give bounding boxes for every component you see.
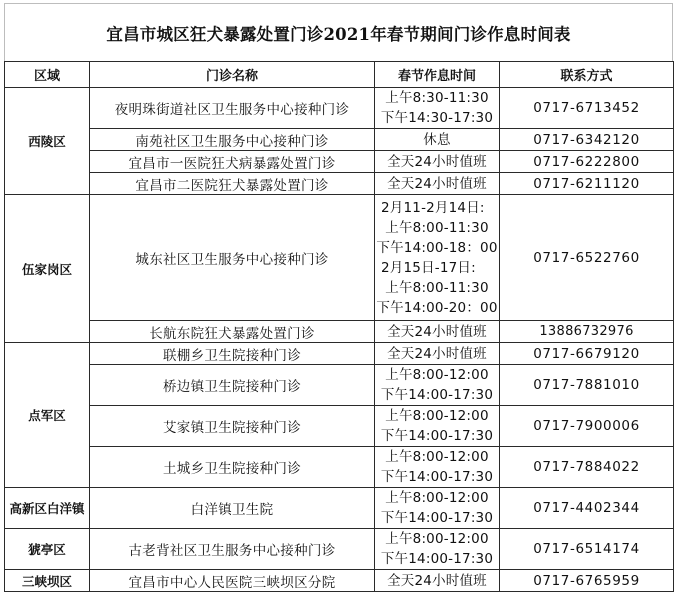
hours-line: 休息 [423, 131, 451, 148]
district-cell: 伍家岗区 [5, 195, 90, 343]
hours-line: 下午14:00-17:30 [380, 387, 494, 403]
hours-line: 上午8:00-12:00 [385, 490, 489, 506]
district-cell: 三峡坝区 [5, 570, 90, 592]
hours-line: 上午8:00-12:00 [385, 408, 489, 424]
clinic-cell: 古老背社区卫生服务中心接种门诊 [90, 529, 375, 570]
hours-line: 全天24小时值班 [387, 572, 487, 589]
hours-cell [375, 343, 500, 365]
table-row [5, 343, 674, 365]
hours-line: 下午14:00-17:30 [380, 551, 494, 567]
table-row [5, 129, 674, 151]
hours-cell [375, 88, 500, 129]
clinic-cell: 桥边镇卫生院接种门诊 [90, 365, 375, 406]
clinic-cell: 联棚乡卫生院接种门诊 [90, 343, 375, 365]
table-row [5, 365, 674, 406]
header-clinic: 门诊名称 [90, 62, 375, 88]
hours-line: 下午14:00-17:30 [380, 510, 494, 526]
clinic-cell: 宜昌市中心人民医院三峡坝区分院 [90, 570, 375, 592]
header-district: 区域 [5, 62, 90, 88]
phone-cell: 0717-6211120 [500, 173, 674, 195]
hours-cell [375, 570, 500, 592]
schedule-table [4, 61, 674, 592]
hours-cell [375, 406, 500, 447]
phone-cell: 0717-6713452 [500, 88, 674, 129]
table-row [5, 447, 674, 488]
hours-cell [375, 365, 500, 406]
phone-cell: 0717-6514174 [500, 529, 674, 570]
hours-line: 下午14:00-17:30 [380, 428, 494, 444]
phone-cell: 0717-6679120 [500, 343, 674, 365]
phone-cell: 0717-4402344 [500, 488, 674, 529]
phone-cell: 0717-7900006 [500, 406, 674, 447]
hours-line: 上午8:00-12:00 [385, 367, 489, 383]
district-cell: 点军区 [5, 343, 90, 488]
hours-cell [375, 321, 500, 343]
table-row [5, 529, 674, 570]
hours-line: 上午8:00-12:00 [385, 449, 489, 465]
hours-line: 全天24小时值班 [387, 345, 487, 362]
hours-line: 下午14:00-17:30 [380, 469, 494, 485]
clinic-cell: 艾家镇卫生院接种门诊 [90, 406, 375, 447]
clinic-cell: 白洋镇卫生院 [90, 488, 375, 529]
table-row [5, 570, 674, 592]
phone-cell: 0717-6765959 [500, 570, 674, 592]
hours-line: 全天24小时值班 [387, 323, 487, 340]
hours-cell [375, 529, 500, 570]
clinic-cell: 城东社区卫生服务中心接种门诊 [90, 195, 375, 321]
clinic-cell: 夜明珠街道社区卫生服务中心接种门诊 [90, 88, 375, 129]
table-row [5, 151, 674, 173]
table-row [5, 88, 674, 129]
hours-line: 上午8:00-11:30 [385, 279, 489, 296]
hours-line: 上午8:00-12:00 [385, 531, 489, 547]
hours-line: 下午14:00-18：00 [376, 239, 498, 256]
page-title: 宜昌市城区狂犬暴露处置门诊2021年春节期间门诊作息时间表 [106, 24, 571, 44]
table-row [5, 321, 674, 343]
hours-cell [375, 488, 500, 529]
phone-cell: 0717-6222800 [500, 151, 674, 173]
table-row [5, 173, 674, 195]
table-row [5, 488, 674, 529]
clinic-cell: 长航东院狂犬暴露处置门诊 [90, 321, 375, 343]
hours-line: 2月15日-17日: [381, 259, 476, 276]
hours-line: 2月11-2月14日: [381, 199, 485, 216]
hours-line: 下午14:30-17:30 [380, 110, 494, 126]
district-cell: 西陵区 [5, 88, 90, 195]
phone-cell: 0717-7884022 [500, 447, 674, 488]
hours-line: 上午8:00-11:30 [385, 219, 489, 236]
phone-cell: 0717-7881010 [500, 365, 674, 406]
hours-line: 全天24小时值班 [387, 175, 487, 192]
header-row [5, 62, 674, 88]
hours-cell [375, 129, 500, 151]
table-row [5, 406, 674, 447]
phone-cell: 0717-6522760 [500, 195, 674, 321]
hours-cell [375, 195, 500, 321]
hours-cell [375, 151, 500, 173]
clinic-cell: 土城乡卫生院接种门诊 [90, 447, 375, 488]
header-hours: 春节作息时间 [375, 62, 500, 88]
hours-cell [375, 173, 500, 195]
district-cell: 猇亭区 [5, 529, 90, 570]
hours-line: 下午14:00-20：00 [376, 299, 498, 316]
table-title-box [4, 3, 673, 61]
phone-cell: 13886732976 [500, 321, 674, 343]
clinic-cell: 宜昌市二医院狂犬暴露处置门诊 [90, 173, 375, 195]
phone-cell: 0717-6342120 [500, 129, 674, 151]
clinic-cell: 南苑社区卫生服务中心接种门诊 [90, 129, 375, 151]
hours-cell [375, 447, 500, 488]
hours-line: 全天24小时值班 [387, 153, 487, 170]
table-row [5, 195, 674, 321]
hours-line: 上午8:30-11:30 [385, 90, 489, 106]
header-phone: 联系方式 [500, 62, 674, 88]
schedule-body [5, 88, 674, 592]
district-cell: 高新区白洋镇 [5, 488, 90, 529]
clinic-cell: 宜昌市一医院狂犬病暴露处置门诊 [90, 151, 375, 173]
